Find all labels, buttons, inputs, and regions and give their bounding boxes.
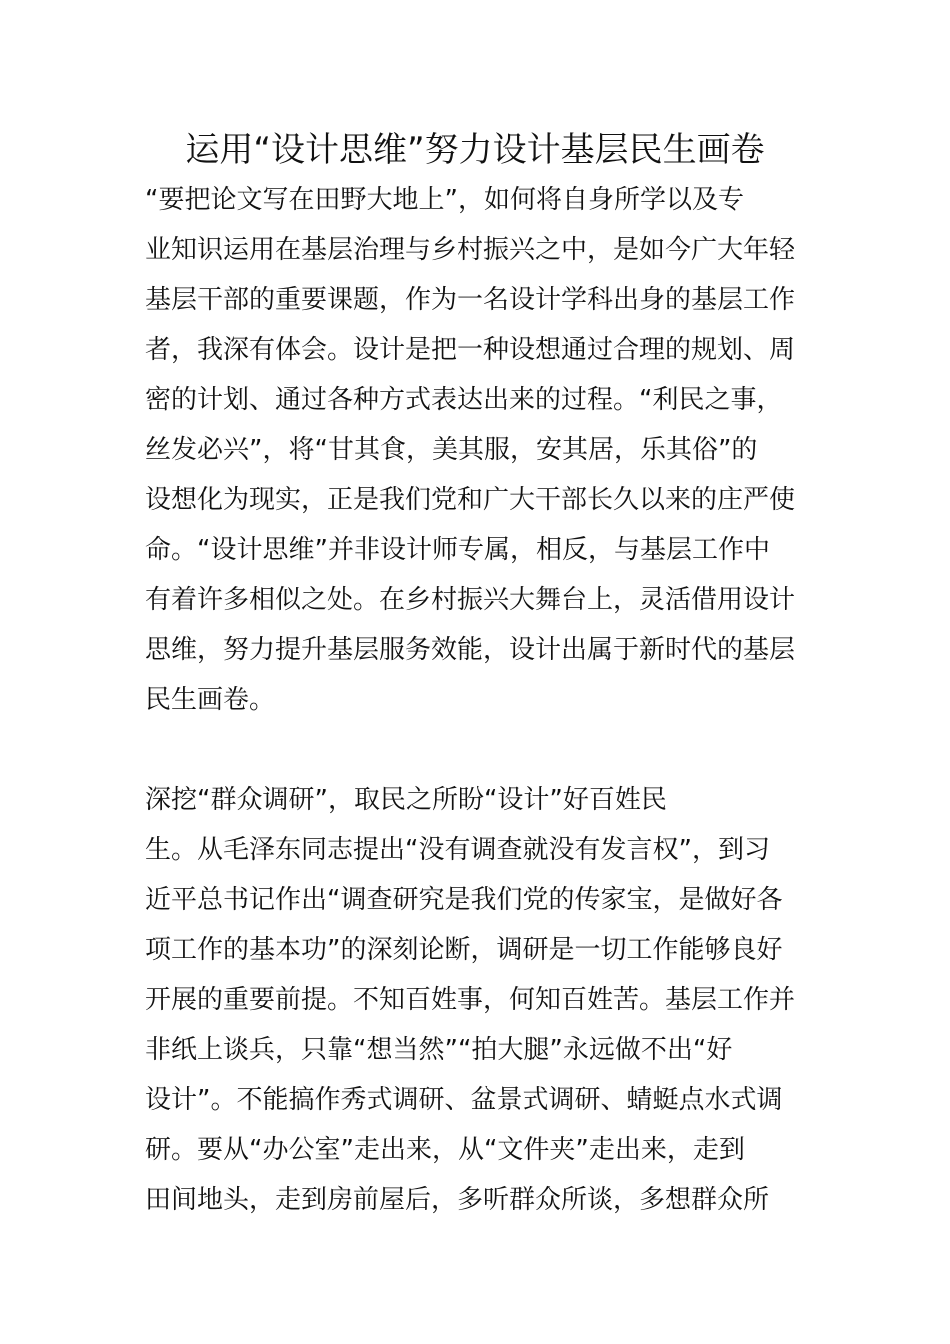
paragraph-2 — [145, 775, 815, 1225]
paragraph-line: 田间地头，走到房前屋后，多听群众所谈，多想群众所 — [145, 1185, 770, 1215]
paragraph-line: 设想化为现实，正是我们党和广大干部长久以来的庄严使 — [145, 485, 796, 515]
paragraph-line: 有着许多相似之处。在乡村振兴大舞台上，灵活借用设计 — [145, 585, 796, 615]
paragraph-line: 民生画卷。 — [145, 685, 276, 715]
paragraph-line: 开展的重要前提。不知百姓事，何知百姓苦。基层工作并 — [145, 985, 796, 1015]
paragraph-line: 研。要从“办公室”走出来，从“文件夹”走出来，走到 — [145, 1135, 745, 1165]
paragraph-line: 者，我深有体会。设计是把一种设想通过合理的规划、周 — [145, 335, 796, 365]
paragraph-1 — [145, 175, 815, 725]
paragraph-line: “要把论文写在田野大地上”，如何将自身所学以及专 — [145, 185, 744, 215]
paragraph-line: 设计”。不能搞作秀式调研、盆景式调研、蜻蜓点水式调 — [145, 1085, 783, 1115]
paragraph-line: 业知识运用在基层治理与乡村振兴之中，是如今广大年轻 — [145, 235, 796, 265]
paragraph-line: 近平总书记作出“调查研究是我们党的传家宝，是做好各 — [145, 885, 783, 915]
paragraph-line: 项工作的基本功”的深刻论断，调研是一切工作能够良好 — [145, 935, 783, 965]
paragraph-line: 丝发必兴”，将“甘其食，美其服，安其居，乐其俗”的 — [145, 435, 758, 465]
paragraph-line: 思维，努力提升基层服务效能，设计出属于新时代的基层 — [145, 635, 796, 665]
paragraph-line: 命。“设计思维”并非设计师专属，相反，与基层工作中 — [145, 535, 770, 565]
paragraph-line: 深挖“群众调研”，取民之所盼“设计”好百姓民 — [145, 785, 667, 815]
paragraph-line: 密的计划、通过各种方式表达出来的过程。“利民之事， — [145, 385, 783, 415]
paragraph-line: 生。从毛泽东同志提出“没有调查就没有发言权”，到习 — [145, 835, 770, 865]
document-title: 运用“设计思维”努力设计基层民生画卷 — [185, 130, 765, 170]
paragraph-line: 非纸上谈兵，只靠“想当然”“拍大腿”永远做不出“好 — [145, 1035, 733, 1065]
paragraph-line: 基层干部的重要课题，作为一名设计学科出身的基层工作 — [145, 285, 796, 315]
